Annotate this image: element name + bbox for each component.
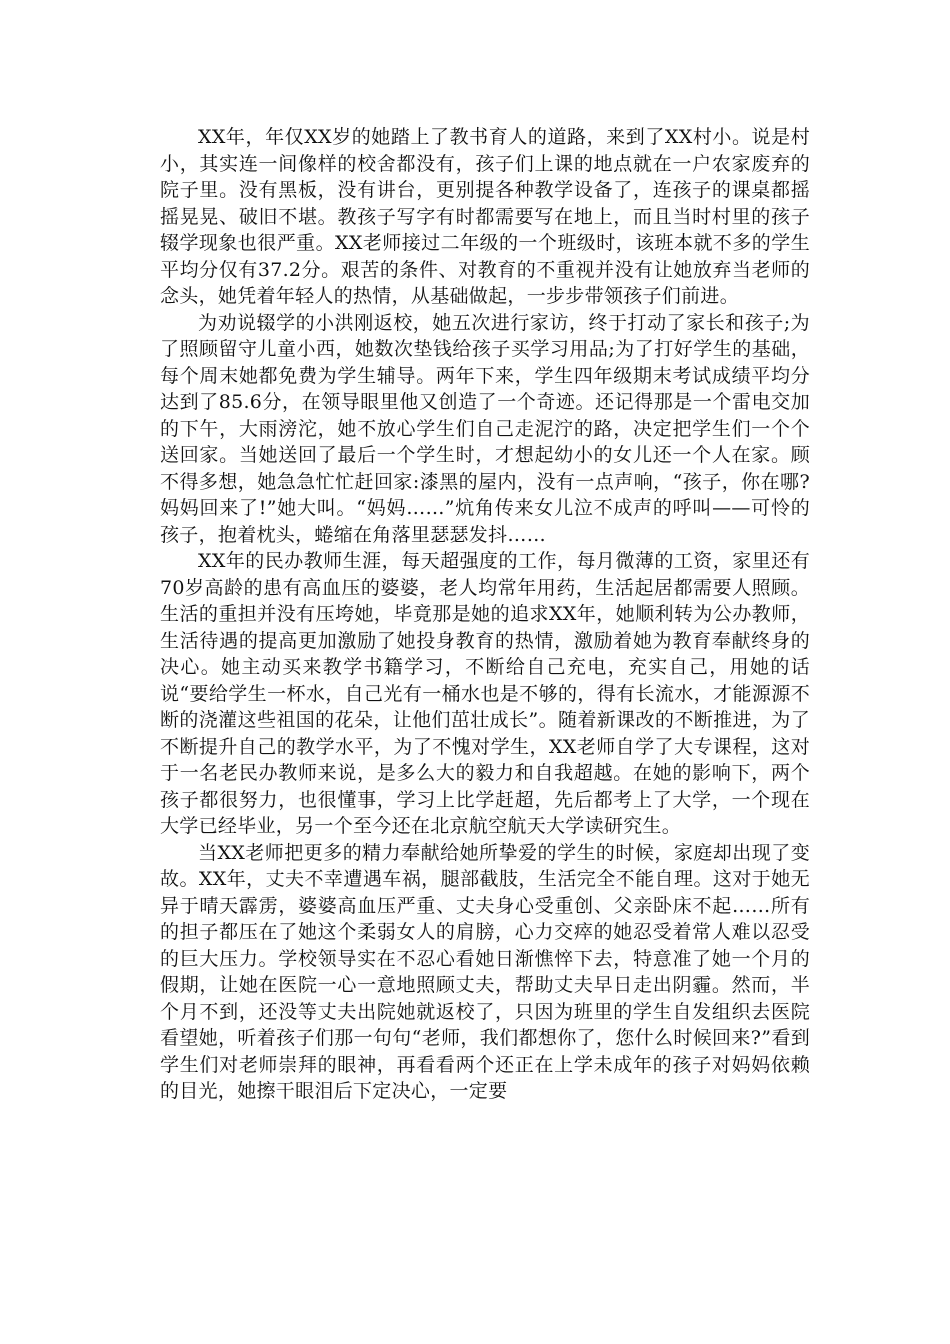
paragraph-4: 当XX老师把更多的精力奉献给她所挚爱的学生的时候，家庭却出现了变故。XX年，丈夫不幸遭遇车祸，腿部截肢，生活完全不能自理。这对于她无异于晴天霹雳，婆婆高血压严重、丈夫身心受重创、父亲卧床不起……所有的担子都压在了她这个柔弱女人的肩膀，心力交瘁的她忍受着常人难以忍受的巨大压力。学校领导实在不忍心看她日渐憔悴下去，特意准了她一个月的假期，让她在医院一心一意地照顾丈夫，帮助丈夫早日走出阴霾。然而，半个月不到，还没等丈夫出院她就返校了，只因为班里的学生自发组织去医院看望她，听着孩子们那一句句“老师，我们都想你了，您什么时候回来?”看到学生们对老师崇拜的眼神，再看看两个还正在上学未成年的孩子对妈妈依赖的目光，她擦干眼泪后下定决心，一定要 [160,841,810,1102]
paragraph-1: XX年，年仅XX岁的她踏上了教书育人的道路，来到了XX村小。说是村小，其实连一间像样的校舍都没有，孩子们上课的地点就在一户农家废弃的院子里。没有黑板，没有讲台，更别提各种教学设备了，连孩子的课桌都摇摇晃晃、破旧不堪。教孩子写字有时都需要写在地上，而且当时村里的孩子辍学现象也很严重。XX老师接过二年级的一个班级时，该班本就不多的学生平均分仅有37.2分。艰苦的条件、对教育的不重视并没有让她放弃当老师的念头，她凭着年轻人的热情，从基础做起，一步步带领孩子们前进。 [160,126,810,307]
document-body [160,124,810,1105]
paragraph-3: XX年的民办教师生涯，每天超强度的工作，每月微薄的工资，家里还有70岁高龄的患有高血压的婆婆，老人均常年用药，生活起居都需要人照顾。生活的重担并没有压垮她，毕竟那是她的追求XX年，她顺利转为公办教师，生活待遇的提高更加激励了她投身教育的热情，激励着她为教育奉献终身的决心。她主动买来教学书籍学习，不断给自己充电，充实自己，用她的话说“要给学生一杯水，自己光有一桶水也是不够的，得有长流水，才能源源不断的浇灌这些祖国的花朵，让他们茁壮成长”。随着新课改的不断推进，为了不断提升自己的教学水平，为了不愧对学生，XX老师自学了大专课程，这对于一名老民办教师来说，是多么大的毅力和自我超越。在她的影响下，两个孩子都很努力，也很懂事，学习上比学赶超，先后都考上了大学，一个现在大学已经毕业，另一个至今还在北京航空航天大学读研究生。 [160,550,810,837]
paragraph-2: 为劝说辍学的小洪刚返校，她五次进行家访，终于打动了家长和孩子;为了照顾留守儿童小西，她数次垫钱给孩子买学习用品;为了打好学生的基础，每个周末她都免费为学生辅导。两年下来，学生四年级期末考试成绩平均分达到了85.6分，在领导眼里他又创造了一个奇迹。还记得那是一个雷电交加的下午，大雨滂沱，她不放心学生们自己走泥泞的路，决定把学生们一个个送回家。当她送回了最后一个学生时，才想起幼小的女儿还一个人在家。顾不得多想，她急急忙忙赶回家:漆黑的屋内，没有一点声响，“孩子，你在哪?妈妈回来了!”她大叫。“妈妈……”炕角传来女儿泣不成声的呼叫——可怜的孩子，抱着枕头，蜷缩在角落里瑟瑟发抖…… [160,311,810,546]
